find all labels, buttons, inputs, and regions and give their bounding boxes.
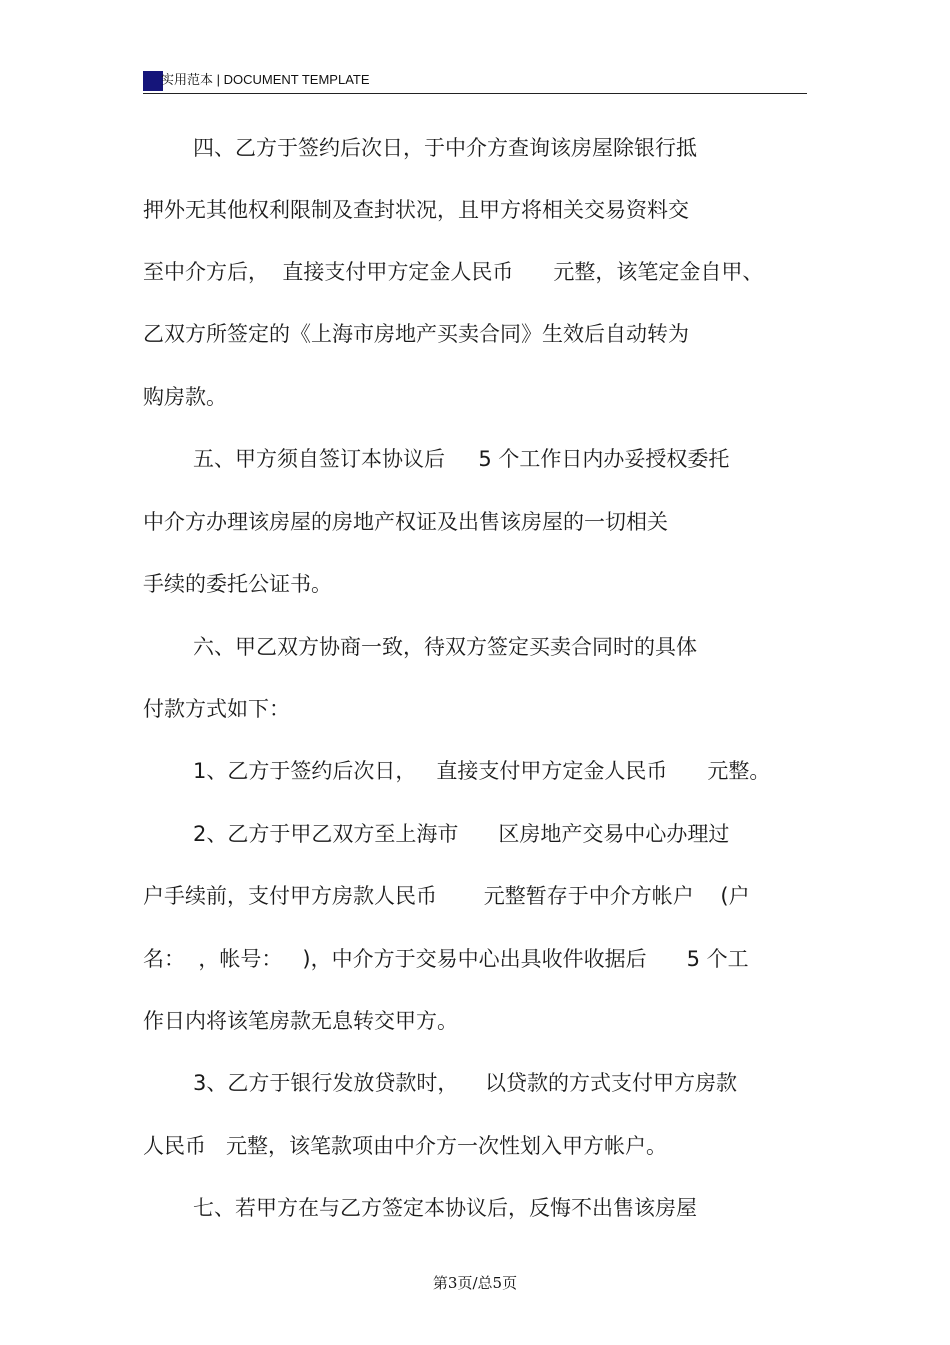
- paragraph-line: 四、乙方于签约后次日，于中介方查询该房屋除银行抵: [193, 136, 697, 160]
- paragraph-line: 名： ，帐号： )，中介方于交易中心出具收件收据后 5 个工: [143, 947, 749, 971]
- logo-square-icon: [143, 71, 163, 91]
- paragraph-line: 七、若甲方在与乙方签定本协议后，反悔不出售该房屋: [193, 1196, 697, 1220]
- paragraph-line: 中介方办理该房屋的房地产权证及出售该房屋的一切相关: [143, 510, 668, 534]
- paragraph-line: 户手续前，支付甲方房款人民币 元整暂存于中介方帐户 (户: [143, 884, 750, 908]
- paragraph-line: 押外无其他权利限制及查封状况，且甲方将相关交易资料交: [143, 198, 689, 222]
- paragraph-line: 乙双方所签定的《上海市房地产买卖合同》生效后自动转为: [143, 322, 689, 346]
- paragraph-line: 手续的委托公证书。: [143, 572, 332, 596]
- paragraph-line: 六、甲乙双方协商一致，待双方签定买卖合同时的具体: [193, 635, 697, 659]
- paragraph-line: 购房款。: [143, 385, 227, 409]
- paragraph-line: 3、乙方于银行发放贷款时， 以贷款的方式支付甲方房款: [193, 1071, 738, 1095]
- page-header: [143, 68, 807, 94]
- paragraph-line: 作日内将该笔房款无息转交甲方。: [143, 1009, 458, 1033]
- paragraph-line: 2、乙方于甲乙双方至上海市 区房地产交易中心办理过: [193, 822, 730, 846]
- page-number: 第3页/总5页: [432, 1274, 518, 1292]
- header-title: 实用范本 | DOCUMENT TEMPLATE: [161, 72, 370, 87]
- paragraph-line: 五、甲方须自签订本协议后 5 个工作日内办妥授权委托: [193, 447, 730, 471]
- paragraph-line: 付款方式如下：: [143, 697, 290, 721]
- paragraph-line: 1、乙方于签约后次日， 直接支付甲方定金人民币 元整。: [193, 759, 771, 783]
- paragraph-line: 至中介方后， 直接支付甲方定金人民币 元整，该笔定金自甲、: [143, 260, 764, 284]
- paragraph-line: 人民币 元整，该笔款项由中介方一次性划入甲方帐户。: [143, 1134, 668, 1158]
